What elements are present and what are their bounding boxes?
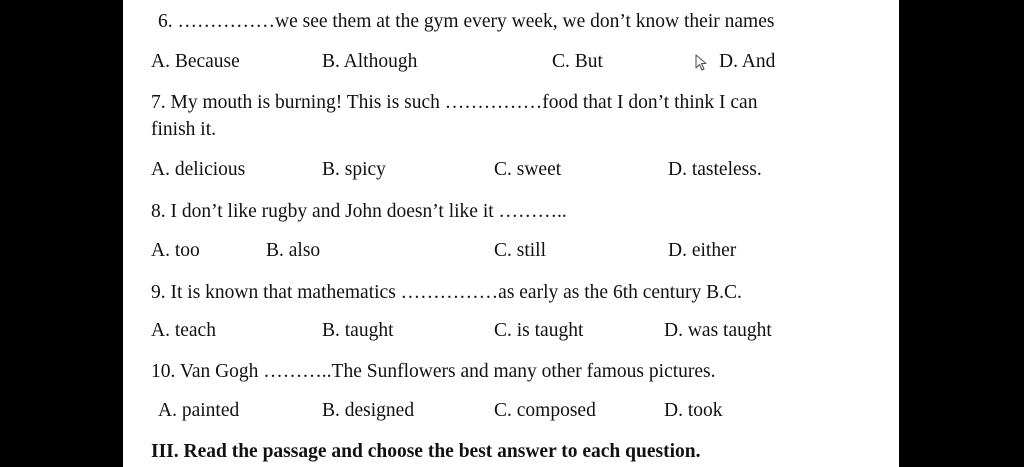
question-6-option-d[interactable]: D. And: [719, 51, 776, 72]
section-heading: III. Read the passage and choose the best answer to each question.: [151, 441, 701, 462]
question-6-option-a[interactable]: A. Because: [151, 51, 240, 72]
question-8-option-d[interactable]: D. either: [668, 240, 737, 261]
question-6-stem: 6. ……………we see them at the gym every week, we don’t know their names: [158, 11, 775, 32]
question-6-option-c[interactable]: C. But: [552, 51, 603, 72]
question-9-stem: 9. It is known that mathematics ……………as early as the 6th century B.C.: [151, 282, 742, 303]
question-9-option-d[interactable]: D. was taught: [664, 320, 772, 341]
question-8-stem: 8. I don’t like rugby and John doesn’t like it ………..: [151, 201, 567, 222]
question-7-option-b[interactable]: B. spicy: [322, 159, 386, 180]
question-9-option-b[interactable]: B. taught: [322, 320, 394, 341]
question-10-stem: 10. Van Gogh ………..The Sunflowers and many other famous pictures.: [151, 361, 716, 382]
question-7-option-a[interactable]: A. delicious: [151, 159, 246, 180]
question-7-stem-line1: 7. My mouth is burning! This is such ……………food that I don’t think I can: [151, 92, 758, 113]
question-10-option-d[interactable]: D. took: [664, 400, 723, 421]
question-6-option-b[interactable]: B. Although: [322, 51, 418, 72]
question-9-option-a[interactable]: A. teach: [151, 320, 216, 341]
question-10-option-b[interactable]: B. designed: [322, 400, 415, 421]
question-7-option-d[interactable]: D. tasteless.: [668, 159, 762, 180]
question-10-option-a[interactable]: A. painted: [158, 400, 240, 421]
question-7-stem-line2: finish it.: [151, 119, 217, 140]
question-8-option-a[interactable]: A. too: [151, 240, 200, 261]
question-10-option-c[interactable]: C. composed: [494, 400, 596, 421]
question-8-option-c[interactable]: C. still: [494, 240, 547, 261]
mouse-pointer-icon: [695, 54, 709, 72]
question-9-option-c[interactable]: C. is taught: [494, 320, 584, 341]
question-7-option-c[interactable]: C. sweet: [494, 159, 562, 180]
question-8-option-b[interactable]: B. also: [266, 240, 321, 261]
